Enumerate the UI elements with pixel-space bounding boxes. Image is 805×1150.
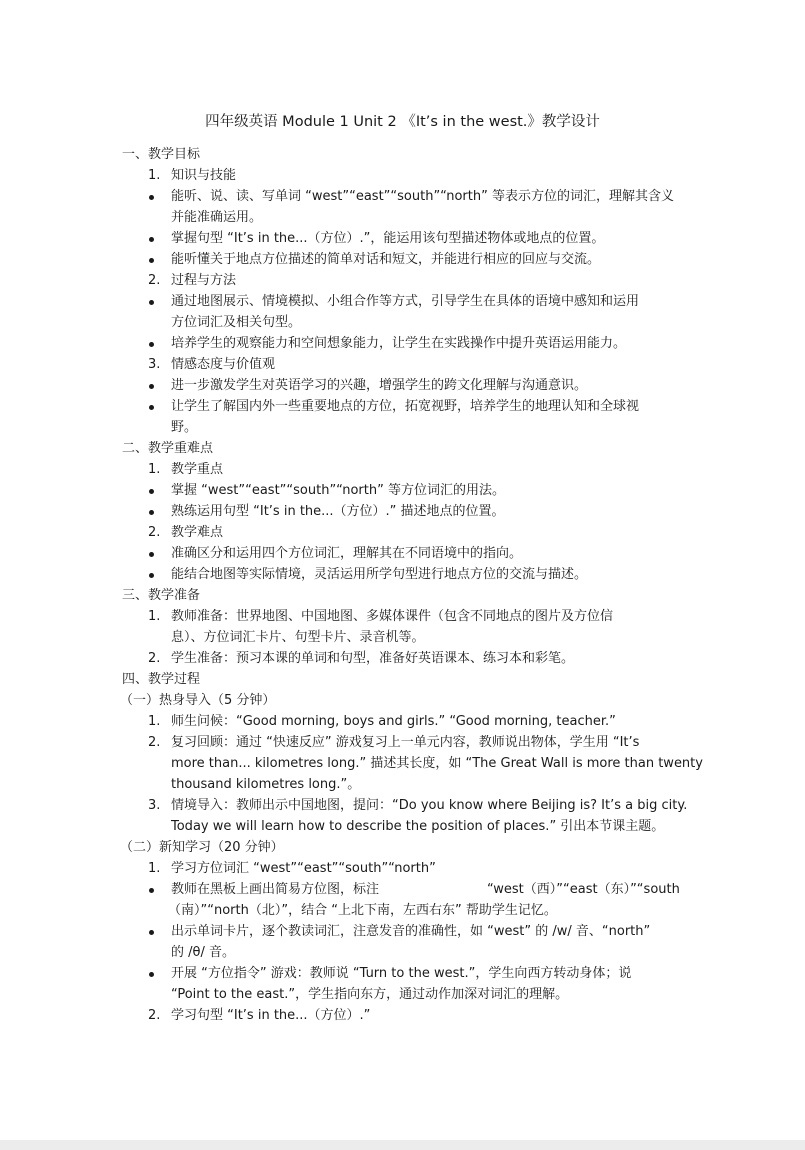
list-item: 开展 “方位指令” 游戏：教师说 “Turn to the west.”，学生向西方转动身体；说 bbox=[171, 966, 632, 981]
list-item: 掌握 “west”“east”“south”“north” 等方位词汇的用法。 bbox=[171, 483, 505, 498]
phase-heading-new-learning: （二）新知学习（20 分钟） bbox=[120, 840, 284, 855]
list-item-continued: 的 /θ/ 音。 bbox=[171, 945, 235, 960]
list-item: 学习句型 “It’s in the...（方位）.” bbox=[171, 1008, 371, 1023]
subheading: 教学重点 bbox=[171, 462, 224, 477]
list-number: 1. bbox=[148, 609, 161, 624]
list-item: 掌握句型 “It’s in the...（方位）.”，能运用该句型描述物体或地点的位置。 bbox=[171, 231, 605, 246]
list-number: 1. bbox=[148, 714, 161, 729]
subheading: 教学难点 bbox=[171, 525, 224, 540]
subheading: 情感态度与价值观 bbox=[171, 357, 276, 372]
document-title: 四年级英语 Module 1 Unit 2 《It’s in the west.》教学设计 bbox=[205, 114, 600, 130]
section-heading-process: 四、教学过程 bbox=[122, 672, 201, 687]
list-item: 复习回顾：通过 “快速反应” 游戏复习上一单元内容，教师说出物体，学生用 “It’s bbox=[171, 735, 640, 750]
list-item: 能听懂关于地点方位描述的简单对话和短文，并能进行相应的回应与交流。 bbox=[171, 252, 601, 267]
list-item: 能结合地图等实际情境，灵活运用所学句型进行地点方位的交流与描述。 bbox=[171, 567, 588, 582]
list-item-continued: 息）、方位词汇卡片、句型卡片、录音机等。 bbox=[171, 630, 425, 645]
bullet-icon bbox=[149, 972, 154, 977]
section-heading-objectives: 一、教学目标 bbox=[122, 147, 201, 162]
list-number: 2. bbox=[148, 735, 161, 750]
list-item: 情境导入：教师出示中国地图，提问：“Do you know where Beijing is? It’s a big city. bbox=[171, 798, 688, 813]
bullet-icon bbox=[149, 384, 154, 389]
bullet-icon bbox=[149, 489, 154, 494]
list-item-part: “west（西）”“east（东）”“south bbox=[487, 882, 680, 897]
list-number: 2. bbox=[148, 651, 161, 666]
bullet-icon bbox=[149, 258, 154, 263]
list-number: 1. bbox=[148, 168, 161, 183]
section-heading-key-points: 二、教学重难点 bbox=[122, 441, 214, 456]
bullet-icon bbox=[149, 573, 154, 578]
bullet-icon bbox=[149, 237, 154, 242]
list-number: 1. bbox=[148, 861, 161, 876]
list-item: 出示单词卡片，逐个教读词汇，注意发音的准确性，如 “west” 的 /w/ 音、“north” bbox=[171, 924, 651, 939]
list-number: 2. bbox=[148, 525, 161, 540]
bullet-icon bbox=[149, 510, 154, 515]
list-item-continued: more than... kilometres long.” 描述其长度，如 “The Great Wall is more than twenty bbox=[171, 756, 703, 771]
bullet-icon bbox=[149, 300, 154, 305]
list-item-continued: “Point to the east.”，学生指向东方，通过动作加深对词汇的理解。 bbox=[171, 987, 569, 1002]
bullet-icon bbox=[149, 405, 154, 410]
list-item-continued: 方位词汇及相关句型。 bbox=[171, 315, 302, 330]
list-item: 熟练运用句型 “It’s in the...（方位）.” 描述地点的位置。 bbox=[171, 504, 505, 519]
list-item: 培养学生的观察能力和空间想象能力，让学生在实践操作中提升英语运用能力。 bbox=[171, 336, 627, 351]
bullet-icon bbox=[149, 195, 154, 200]
list-item: 教师在黑板上画出简易方位图，标注 bbox=[171, 882, 380, 897]
list-item-continued: thousand kilometres long.”。 bbox=[171, 777, 361, 792]
list-item-continued: 野。 bbox=[171, 420, 198, 435]
bullet-icon bbox=[149, 930, 154, 935]
list-item: 通过地图展示、情境模拟、小组合作等方式，引导学生在具体的语境中感知和运用 bbox=[171, 294, 640, 309]
list-item-continued: Today we will learn how to describe the position of places.” 引出本节课主题。 bbox=[171, 819, 665, 834]
subheading: 知识与技能 bbox=[171, 168, 237, 183]
list-number: 2. bbox=[148, 1008, 161, 1023]
list-item: 师生问候：“Good morning, boys and girls.” “Good morning, teacher.” bbox=[171, 714, 616, 729]
bullet-icon bbox=[149, 552, 154, 557]
list-item: 让学生了解国内外一些重要地点的方位，拓宽视野，培养学生的地理认知和全球视 bbox=[171, 399, 640, 414]
list-item-continued: 并能准确运用。 bbox=[171, 210, 263, 225]
page-bottom-edge bbox=[0, 1140, 805, 1150]
list-item: 学生准备：预习本课的单词和句型，准备好英语课本、练习本和彩笔。 bbox=[171, 651, 575, 666]
list-item: 教师准备：世界地图、中国地图、多媒体课件（包含不同地点的图片及方位信 bbox=[171, 609, 614, 624]
list-number: 3. bbox=[148, 357, 161, 372]
list-item-continued: （南）”“north（北）”，结合 “上北下南，左西右东” 帮助学生记忆。 bbox=[168, 903, 557, 918]
list-number: 2. bbox=[148, 273, 161, 288]
list-number: 1. bbox=[148, 462, 161, 477]
bullet-icon bbox=[149, 888, 154, 893]
list-number: 3. bbox=[148, 798, 161, 813]
list-item: 准确区分和运用四个方位词汇，理解其在不同语境中的指向。 bbox=[171, 546, 523, 561]
bullet-icon bbox=[149, 342, 154, 347]
subheading: 过程与方法 bbox=[171, 273, 237, 288]
phase-heading-warmup: （一）热身导入（5 分钟） bbox=[120, 693, 276, 708]
list-item: 学习方位词汇 “west”“east”“south”“north” bbox=[171, 861, 436, 876]
list-item: 进一步激发学生对英语学习的兴趣，增强学生的跨文化理解与沟通意识。 bbox=[171, 378, 588, 393]
section-heading-preparation: 三、教学准备 bbox=[122, 588, 201, 603]
list-item: 能听、说、读、写单词 “west”“east”“south”“north” 等表示方位的词汇，理解其含义 bbox=[171, 189, 674, 204]
